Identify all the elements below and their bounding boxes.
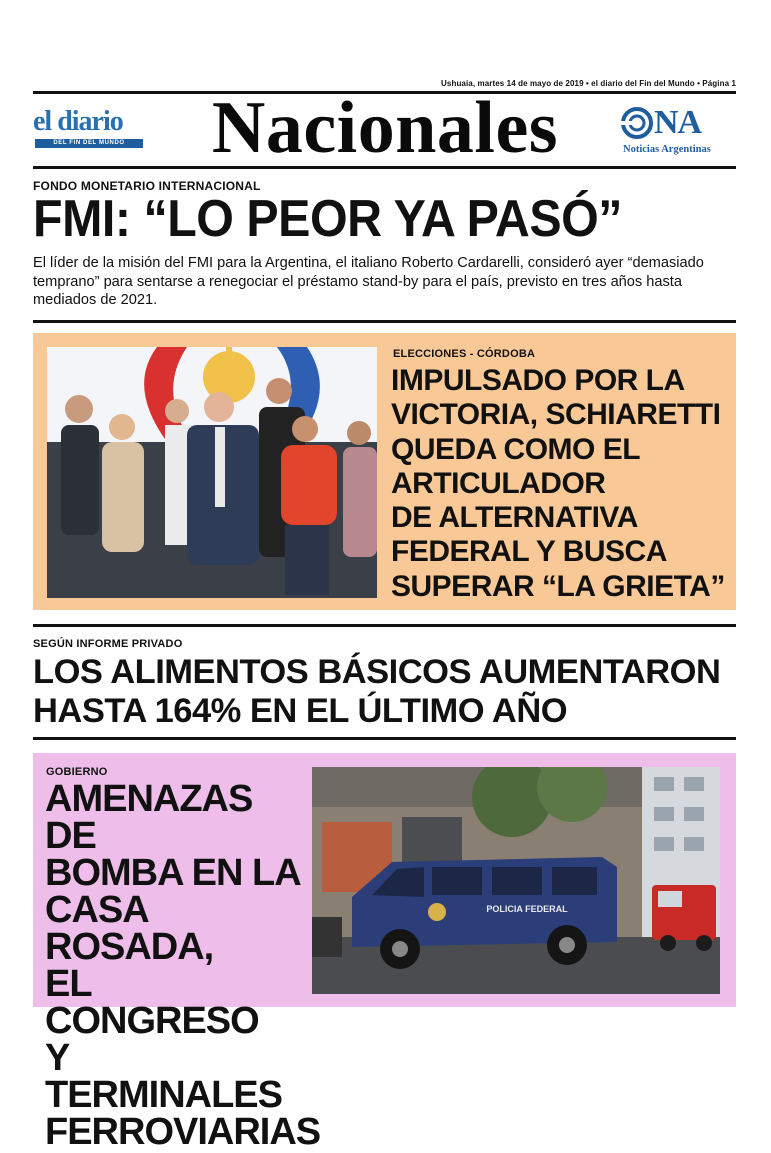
section-title: Nacionales bbox=[211, 87, 559, 169]
story3-bottom-rule bbox=[33, 737, 736, 740]
story2-headline-line: VICTORIA, SCHIARETTI bbox=[391, 398, 721, 432]
story2-headline-line: IMPULSADO POR LA bbox=[391, 364, 685, 397]
story1-lead: El líder de la misión del FMI para la Argentina, el italiano Roberto Cardarelli, consideró ayer “demasiado temprano” para sentarse a renegociar el préstamo stand-by para el país, previsto en tres años hasta mediados de 2021. bbox=[33, 255, 704, 308]
story4-headline-line: CASA ROSADA, bbox=[45, 889, 214, 968]
story1-headline: FMI: “LO PEOR YA PASÓ” bbox=[33, 190, 622, 248]
story2-headline-line: ARTICULADOR bbox=[391, 466, 606, 500]
story2-headline-line: SUPERAR “LA GRIETA” bbox=[391, 569, 725, 603]
story2-photo bbox=[47, 347, 377, 598]
story4-headline-line: BOMBA EN LA bbox=[45, 852, 301, 894]
story4-headline-line: AMENAZAS DE bbox=[45, 778, 253, 857]
van-label: POLICIA FEDERAL bbox=[486, 904, 568, 914]
na-logo bbox=[620, 104, 738, 160]
story2-headline bbox=[391, 364, 736, 604]
na-logo-swirl-icon bbox=[620, 106, 654, 140]
story3-kicker: SEGÚN INFORME PRIVADO bbox=[33, 638, 183, 650]
story2-headline-line: QUEDA COMO EL bbox=[391, 432, 641, 466]
story4-headline-line: EL CONGRESO bbox=[45, 963, 259, 1042]
story3-headline-line: HASTA 164% EN EL ÚLTIMO AÑO bbox=[33, 691, 568, 730]
story4-photo bbox=[312, 767, 720, 994]
eldiario-logo-text: el diario bbox=[33, 106, 123, 137]
story4-headline-line: FERROVIARIAS bbox=[45, 1111, 321, 1153]
story2-headline-line: DE ALTERNATIVA bbox=[391, 501, 638, 535]
story4-kicker: GOBIERNO bbox=[46, 766, 108, 778]
na-logo-subtitle: Noticias Argentinas bbox=[623, 144, 711, 155]
story1-kicker: FONDO MONETARIO INTERNACIONAL bbox=[33, 179, 261, 193]
story2-kicker: ELECCIONES - CÓRDOBA bbox=[393, 348, 536, 360]
story3-headline bbox=[33, 653, 743, 730]
na-logo-text: NA bbox=[654, 104, 702, 141]
story3-headline-line: LOS ALIMENTOS BÁSICOS AUMENTARON bbox=[33, 653, 721, 691]
story1-bottom-rule bbox=[33, 320, 736, 323]
eldiario-logo bbox=[33, 106, 145, 148]
eldiario-logo-subtitle: DEL FIN DEL MUNDO bbox=[35, 139, 143, 148]
story2-headline-line: FEDERAL Y BUSCA bbox=[391, 535, 667, 569]
story4-headline bbox=[45, 778, 321, 1153]
campaign-stage-photo bbox=[47, 347, 377, 598]
story2-bottom-rule bbox=[33, 624, 736, 627]
dateline: Ushuaia, martes 14 de mayo de 2019 • el diario del Fin del Mundo • Página 1 bbox=[441, 79, 736, 88]
story4-headline-line: Y TERMINALES bbox=[45, 1037, 282, 1116]
police-van-photo bbox=[312, 767, 720, 994]
